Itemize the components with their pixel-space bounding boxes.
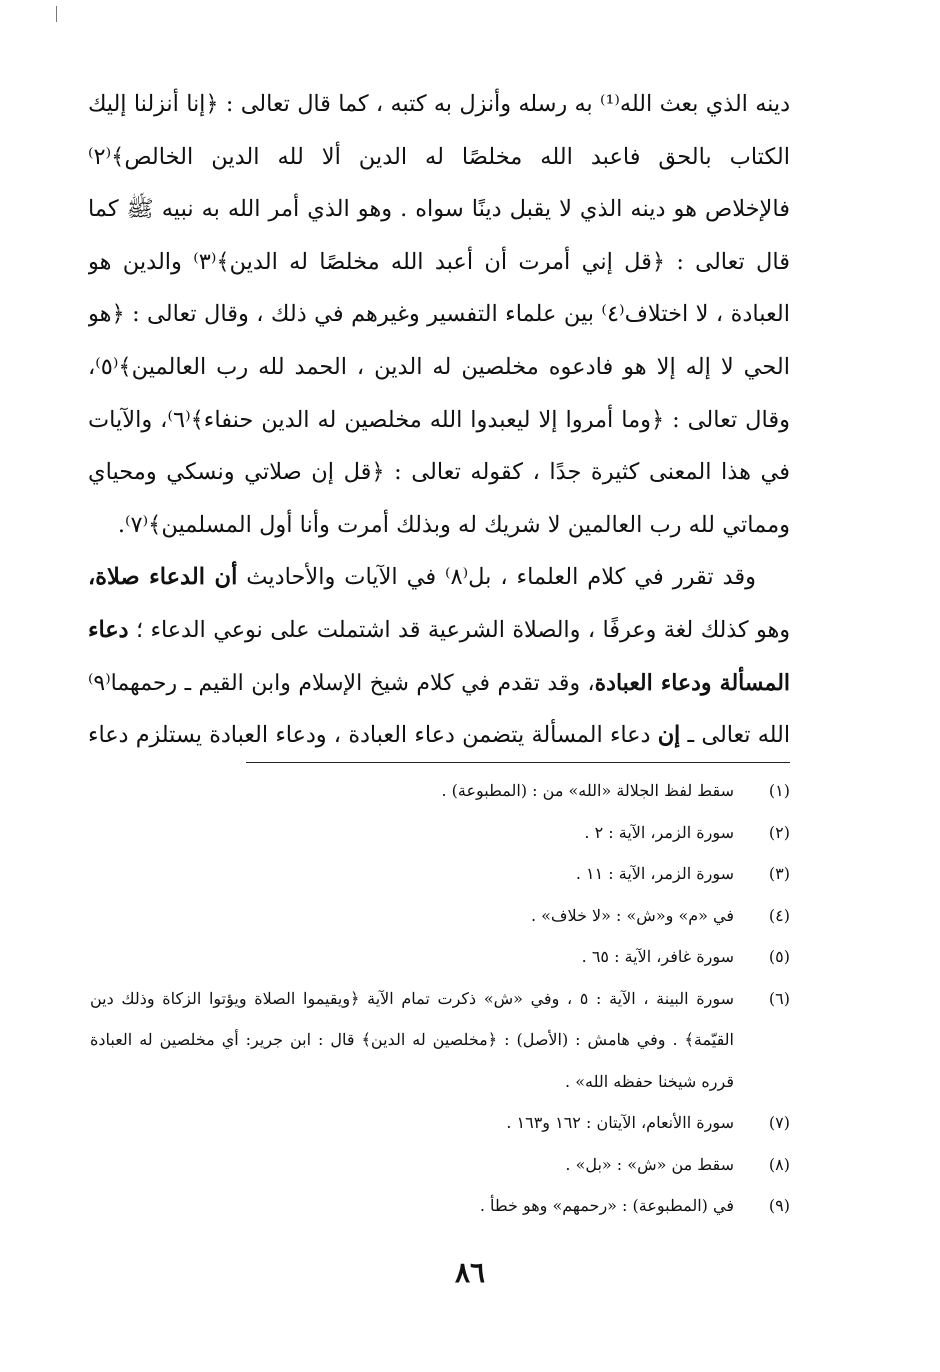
footnote-number: (٦) xyxy=(768,988,790,1008)
footnote-text: سورة البينة ، الآية : ٥ ، وفي «ش» ذكرت تمام الآية ﴿ويقيموا الصلاة ويؤتوا الزكاة وذلك دين القيّمة﴾ . وفي هامش : (الأصل) : ﴿مخلصين له الدين﴾ قال : ابن جرير: أي مخلصين له العبادة قرره شيخنا حفظه الله» . xyxy=(90,988,734,1091)
footnote-item xyxy=(90,770,790,812)
footnote-text: سورة الزمر، الآية : ١١ . xyxy=(575,864,734,883)
text-line: ومماتي لله رب العالمين لا شريك له وبذلك أمرت وأنا أول المسلمين﴾⁽٧⁾. xyxy=(117,511,790,538)
bold-text-run: إن xyxy=(657,722,681,749)
footnote-text: في (المطبوعة) : «رحمهم» وهو خطأ . xyxy=(479,1196,734,1215)
paragraph-line xyxy=(88,551,790,604)
text-line: الحي لا إله إلا هو فادعوه مخلصين له الدين ، الحمد لله رب العالمين﴾⁽٥⁾، xyxy=(88,353,790,380)
footnote-number: (٢) xyxy=(768,822,790,842)
text-run: ، وقد تقدم في كلام شيخ الإسلام وابن القيم ـ رحمهما⁽٩⁾ xyxy=(88,670,595,696)
footnotes xyxy=(90,770,790,1227)
text-run: الله تعالى ـ xyxy=(680,722,790,749)
footnote-text: سورة االأنعام، الآيتان : ١٦٢ و١٦٣ . xyxy=(506,1113,734,1132)
paragraph-line xyxy=(88,657,790,710)
text-line: دينه الذي بعث الله⁽¹⁾ به رسله وأنزل به كتبه ، كما قال تعالى : ﴿إنا أنزلنا إليك xyxy=(88,91,790,117)
footnote-number: (٩) xyxy=(768,1196,790,1215)
footnote-text: سورة الزمر، الآية : ٢ . xyxy=(584,822,734,842)
main-text xyxy=(88,78,790,762)
footnote-number: (٥) xyxy=(768,947,790,966)
text-line: وقال تعالى : ﴿وما أمروا إلا ليعبدوا الله مخلصين له الدين حنفاء﴾⁽٦⁾، والآيات xyxy=(88,406,790,433)
footnote-item xyxy=(90,1144,790,1186)
text-line: العبادة ، لا اختلاف⁽٤⁾ بين علماء التفسير وغيرهم في ذلك ، وقال تعالى : ﴿هو xyxy=(88,301,790,328)
footnote-number: (١) xyxy=(768,781,790,800)
text-line: في هذا المعنى كثيرة جدًا ، كقوله تعالى : ﴿قل إن صلاتي ونسكي ومحياي xyxy=(88,459,790,486)
footnote-text: في «م» و«ش» : «لا خلاف» . xyxy=(530,905,734,925)
text-run: وهو كذلك لغة وعرفًا ، والصلاة الشرعية قد اشتملت على نوعي الدعاء ؛ xyxy=(128,616,790,643)
text-run: وقد تقرر في كلام العلماء ، بل⁽٨⁾ في الآيات والأحاديث xyxy=(237,564,756,591)
footnote-text: سقط من «ش» : «بل» . xyxy=(565,1154,734,1174)
paragraph-line xyxy=(88,709,790,762)
footnote-separator xyxy=(246,762,790,763)
text-run: دعاء المسألة يتضمن دعاء العبادة ، ودعاء العبادة يستلزم دعاء xyxy=(88,722,658,749)
footnote-number: (٨) xyxy=(768,1154,790,1174)
footnote-number: (٣) xyxy=(768,864,790,883)
footnote-number: (٤) xyxy=(768,905,790,925)
text-line: قال تعالى : ﴿قل إني أمرت أن أعبد الله مخلصًا له الدين﴾⁽٣⁾ والدين هو xyxy=(88,248,790,275)
page-number: ٨٦ xyxy=(454,1256,486,1289)
footnote-number: (٧) xyxy=(768,1113,790,1132)
footnote-item xyxy=(90,978,790,1103)
footnote-item xyxy=(90,895,790,937)
bold-text-run: دعاء xyxy=(88,616,129,643)
text-line: فالإخلاص هو دينه الذي لا يقبل دينًا سواه . وهو الذي أمر الله به نبيه ﷺ كما xyxy=(88,196,790,223)
footnote-item xyxy=(90,1185,790,1227)
corner-mark xyxy=(56,6,57,22)
footnote-item xyxy=(90,1102,790,1144)
footnote-text: سورة غافر، الآية : ٦٥ . xyxy=(581,947,734,966)
footnote-item xyxy=(90,936,790,978)
footnote-item xyxy=(90,812,790,854)
bold-text-run: المسألة ودعاء العبادة xyxy=(594,669,790,696)
footnote-item xyxy=(90,853,790,895)
paragraph-line xyxy=(88,604,790,657)
text-line: الكتاب بالحق فاعبد الله مخلصًا له الدين ألا لله الدين الخالص﴾⁽٢⁾ xyxy=(88,143,790,170)
footnote-text: سقط لفظ الجلالة «الله» من : (المطبوعة) . xyxy=(441,781,734,800)
bold-text-run: أن الدعاء صلاة، xyxy=(88,564,238,591)
